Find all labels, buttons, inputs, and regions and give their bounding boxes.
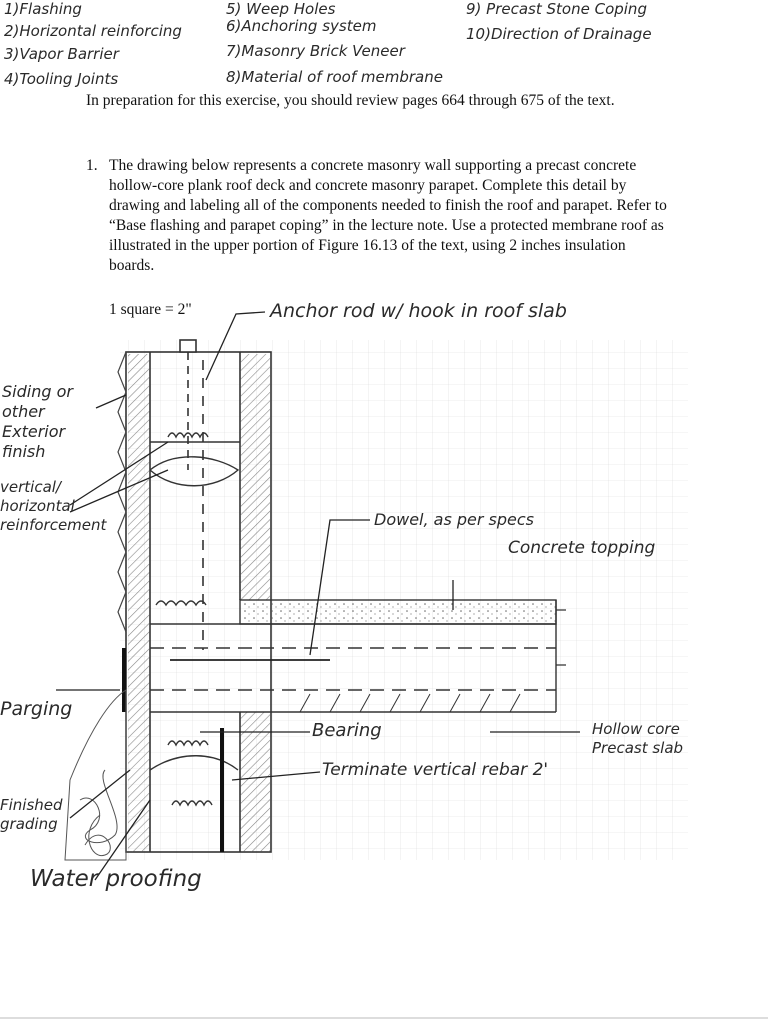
legend-item-flashing: 1)Flashing: [4, 0, 82, 18]
legend-item-anchoring-system: 6)Anchoring system: [226, 17, 377, 35]
scale-note: 1 square = 2": [109, 301, 192, 318]
legend-item-masonry-brick-veneer: 7)Masonry Brick Veneer: [226, 42, 405, 60]
face-shell-right: [240, 354, 270, 600]
legend-item-roof-membrane: 8)Material of roof membrane: [226, 68, 443, 86]
label-terminate-rebar: Terminate vertical rebar 2': [322, 760, 549, 780]
label-dowel: Dowel, as per specs: [374, 510, 535, 529]
label-anchor-rod: Anchor rod w/ hook in roof slab: [270, 300, 567, 322]
legend-item-precast-stone-coping: 9) Precast Stone Coping: [466, 0, 647, 18]
legend-item-tooling-joints: 4)Tooling Joints: [4, 70, 119, 88]
label-reinforcement: vertical/ horizontal reinforcement: [0, 478, 107, 534]
label-hollow-core: Hollow core Precast slab: [592, 720, 684, 757]
concrete-topping: [240, 600, 556, 624]
prep-paragraph: In preparation for this exercise, you should review pages 664 through 675 of the text.: [86, 92, 615, 109]
label-waterproofing: Water proofing: [30, 866, 202, 892]
question-text: The drawing below represents a concrete masonry wall supporting a precast concrete hollow-core plank roof deck and concrete masonry parapet. Complete this detail by drawing and labeling all of the components needed to finish the roof and parapet. Refer to “Base flashing and parapet coping” in the lecture note. Use a protected membrane roof as illustrated in the upper portion of Figure 16.13 of the text, using 2 inches insulation boards.: [109, 157, 667, 274]
question-number: 1.: [86, 157, 98, 174]
finished-grading: [65, 690, 126, 860]
legend-item-direction-of-drainage: 10)Direction of Drainage: [466, 25, 652, 43]
label-concrete-topping: Concrete topping: [508, 538, 656, 558]
legend-item-vapor-barrier: 3)Vapor Barrier: [4, 45, 119, 63]
face-shell-left: [128, 354, 150, 852]
legend-item-horizontal-reinforcing: 2)Horizontal reinforcing: [4, 22, 182, 40]
label-parging: Parging: [0, 698, 73, 720]
label-finished-grading: Finished grading: [0, 796, 63, 833]
label-siding: Siding or other Exterior finish: [2, 382, 73, 461]
legend-item-weep-holes: 5) Weep Holes: [226, 0, 336, 18]
label-bearing: Bearing: [312, 720, 382, 741]
face-shell-right-lower: [240, 712, 270, 852]
